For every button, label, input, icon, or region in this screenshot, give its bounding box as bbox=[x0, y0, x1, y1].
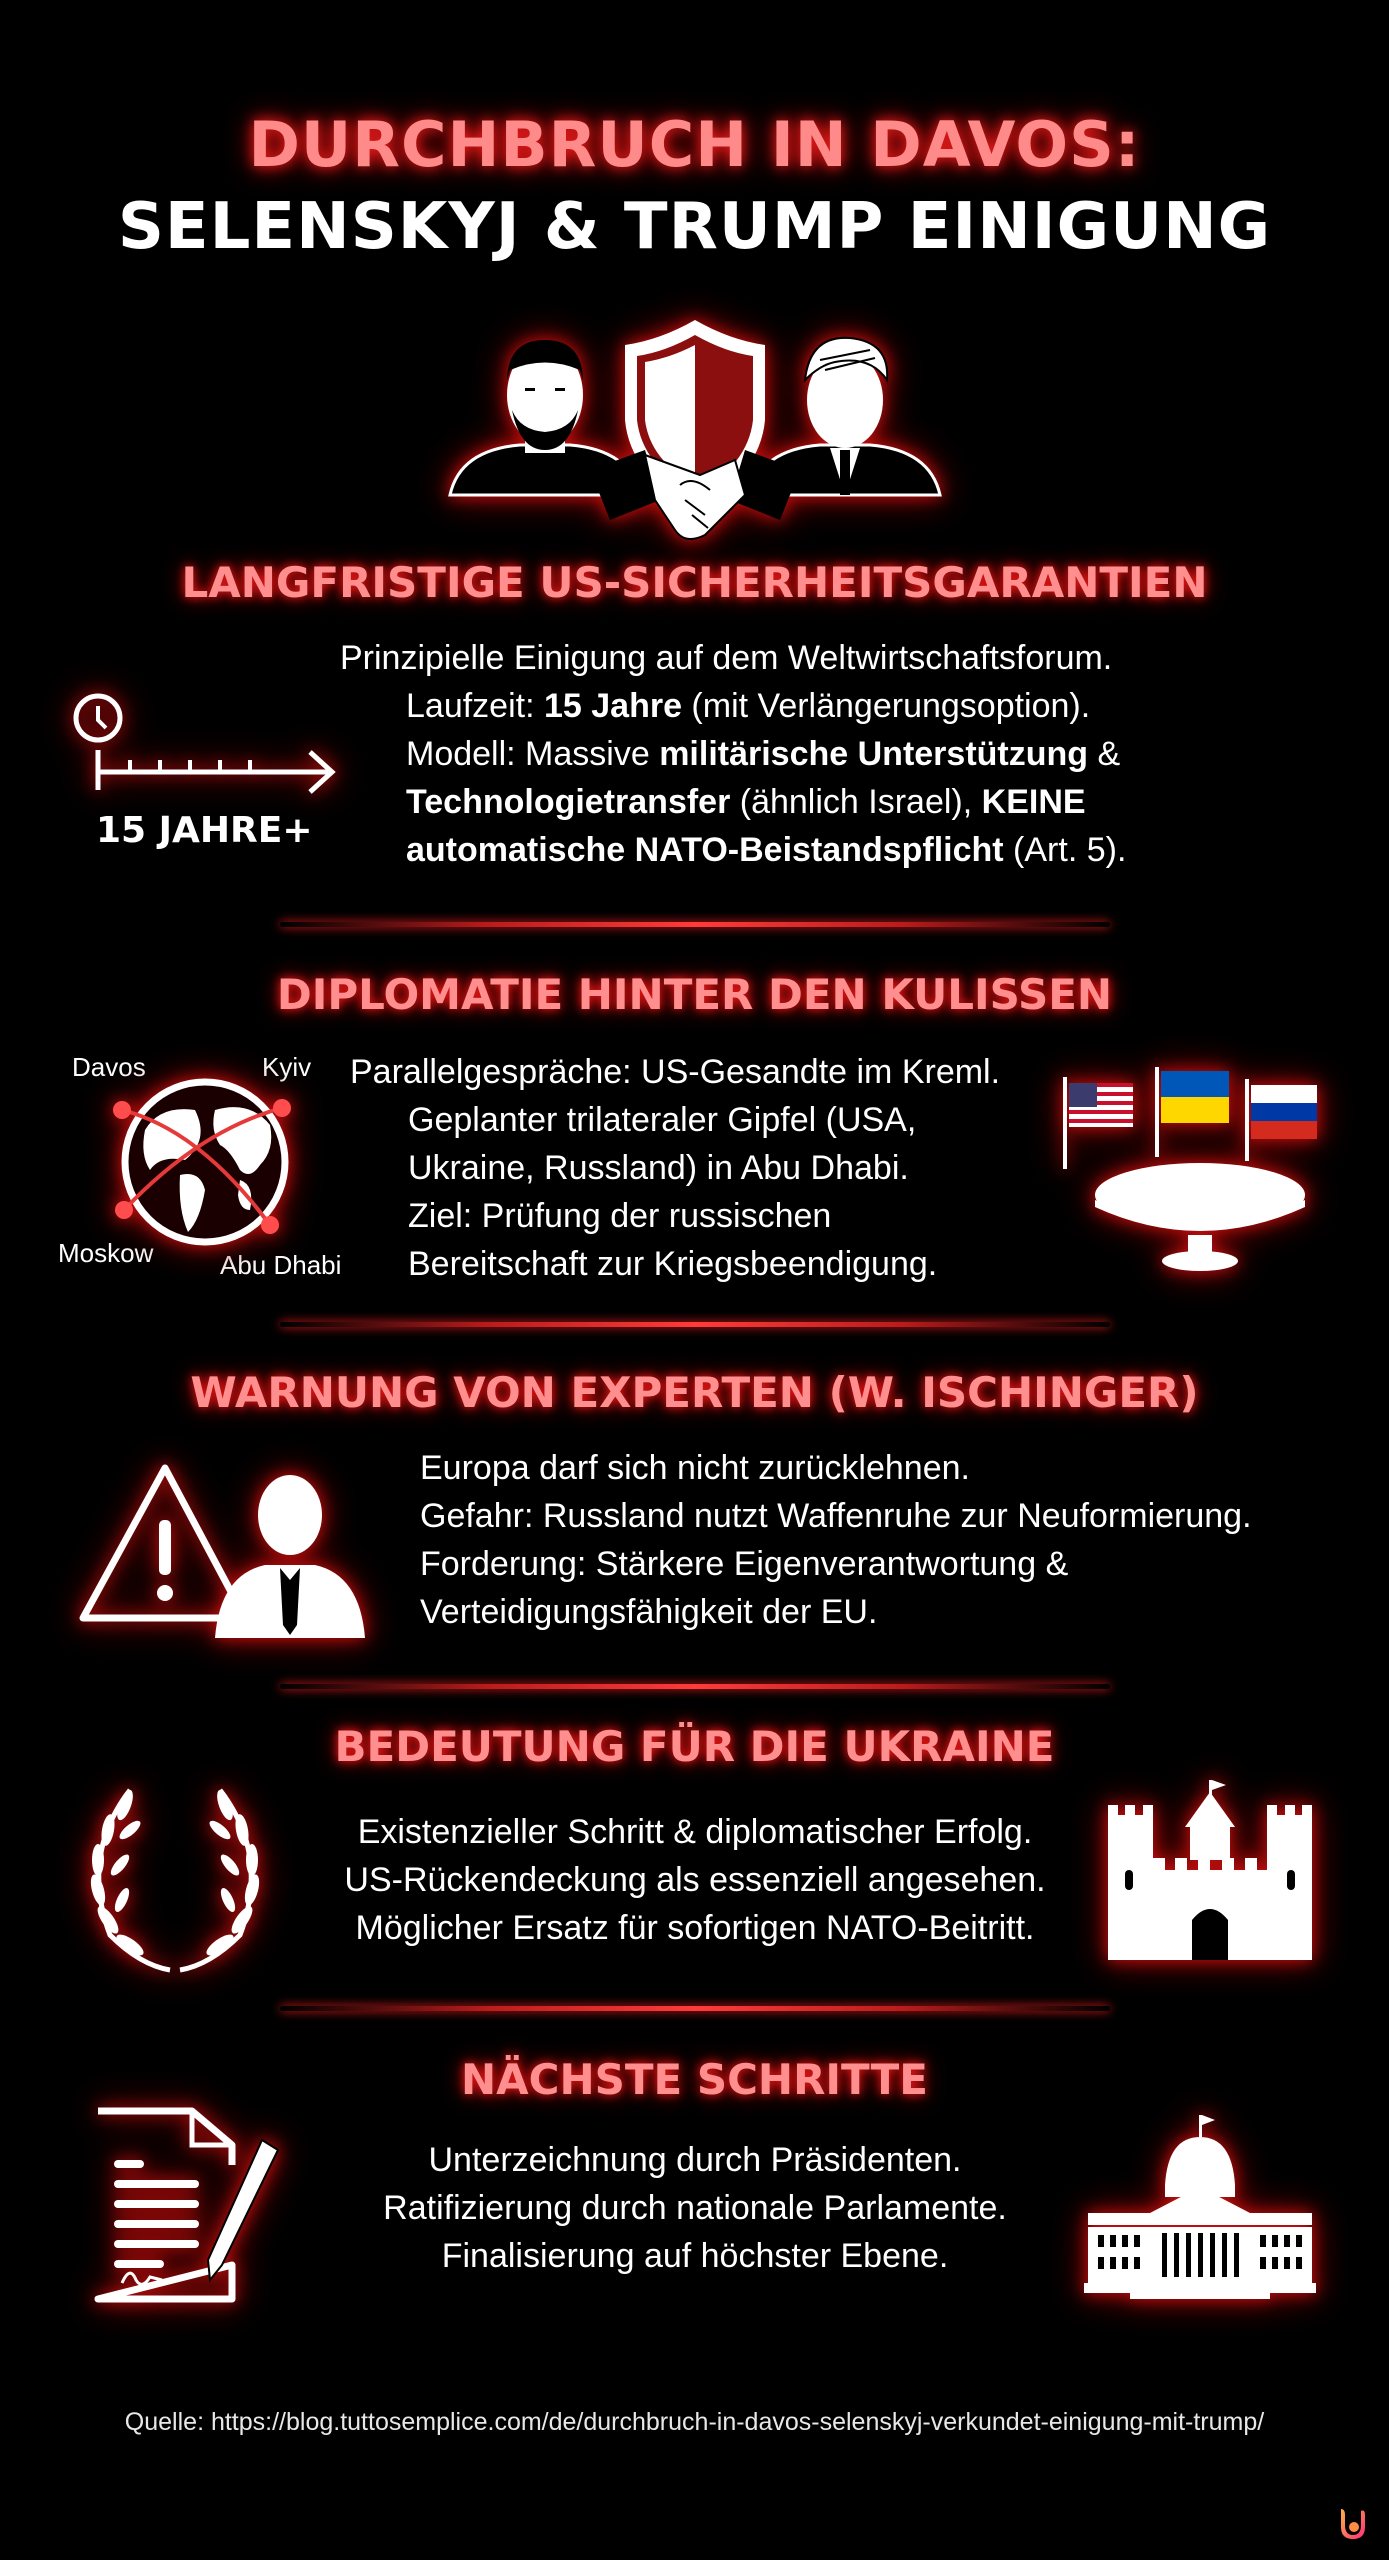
section-divider bbox=[280, 2006, 1110, 2011]
section-ukraine-text bbox=[290, 1808, 1100, 1952]
security-line-4: Technologietransfer (ähnlich Israel), KEINE bbox=[406, 783, 1086, 821]
section-heading-security: LANGFRISTIGE US-SICHERHEITSGARANTIEN bbox=[181, 558, 1208, 607]
globe-routes-icon bbox=[100, 1070, 310, 1250]
section-diplomacy-text bbox=[350, 1048, 1050, 1288]
section-heading-ukraine: BEDEUTUNG FÜR DIE UKRAINE bbox=[334, 1722, 1055, 1771]
security-line-3: Modell: Massive militärische Unterstützung & bbox=[406, 735, 1121, 773]
security-line-2: Laufzeit: 15 Jahre (mit Verlängerungsoption). bbox=[406, 687, 1091, 725]
section-divider bbox=[280, 1684, 1110, 1689]
main-title-line1: DURCHBRUCH IN DAVOS: bbox=[248, 108, 1141, 181]
diplomacy-line-4: Ziel: Prüfung der russischen bbox=[408, 1197, 832, 1235]
warning-line-2: Gefahr: Russland nutzt Waffenruhe zur Neuformierung. bbox=[420, 1497, 1252, 1535]
diplomacy-line-1: Parallelgespräche: US-Gesandte im Kreml. bbox=[350, 1053, 1001, 1091]
map-label-abu-dhabi: Abu Dhabi bbox=[220, 1250, 342, 1280]
diplomacy-line-2: Geplanter trilateraler Gipfel (USA, bbox=[408, 1101, 917, 1139]
security-line-5: automatische NATO-Beistandspflicht (Art. 5). bbox=[406, 831, 1127, 869]
map-label-davos: Davos bbox=[72, 1052, 146, 1082]
next-steps-line-1: Unterzeichnung durch Präsidenten. bbox=[428, 2141, 962, 2179]
laurel-wreath-icon bbox=[70, 1785, 280, 1975]
russia-flag-icon bbox=[1245, 1079, 1317, 1161]
negotiation-table-flags-icon bbox=[1055, 1055, 1335, 1275]
document-signing-icon bbox=[92, 2105, 292, 2305]
next-steps-line-3: Finalisierung auf höchster Ebene. bbox=[441, 2237, 949, 2275]
capitol-building-icon bbox=[1080, 2115, 1320, 2300]
warning-line-4: Verteidigungsfähigkeit der EU. bbox=[420, 1593, 878, 1631]
section-divider bbox=[280, 1322, 1110, 1327]
next-steps-line-2: Ratifizierung durch nationale Parlamente. bbox=[383, 2189, 1007, 2227]
diplomacy-line-5: Bereitschaft zur Kriegsbeendigung. bbox=[408, 1245, 938, 1283]
usa-flag-icon bbox=[1063, 1077, 1133, 1169]
section-next-steps-text bbox=[300, 2136, 1090, 2280]
source-citation: Quelle: https://blog.tuttosemplice.com/de/durchbruch-in-davos-selenskyj-verkundet-einigung-mit-trump/ bbox=[124, 2408, 1265, 2436]
main-title-line2: SELENSKYJ & TRUMP EINIGUNG bbox=[117, 190, 1272, 264]
ukraine-line-2: US-Rückendeckung als essenziell angesehen. bbox=[344, 1861, 1046, 1899]
warning-line-3: Forderung: Stärkere Eigenverantwortung & bbox=[420, 1545, 1069, 1583]
timeline-clock-icon bbox=[70, 690, 340, 810]
businessman-icon bbox=[215, 1475, 365, 1638]
section-security-text bbox=[340, 634, 1280, 874]
ukraine-line-1: Existenzieller Schritt & diplomatischer Erfolg. bbox=[357, 1813, 1033, 1851]
section-heading-diplomacy: DIPLOMATIE HINTER DEN KULISSEN bbox=[276, 970, 1113, 1019]
section-heading-next-steps: NÄCHSTE SCHRITTE bbox=[461, 2055, 928, 2104]
brand-logo-icon bbox=[1335, 2505, 1371, 2541]
ukraine-line-3: Möglicher Ersatz für sofortigen NATO-Beitritt. bbox=[355, 1909, 1035, 1947]
castle-icon bbox=[1100, 1780, 1320, 1960]
security-line-1: Prinzipielle Einigung auf dem Weltwirtschaftsforum. bbox=[340, 639, 1113, 677]
section-heading-warning: WARNUNG VON EXPERTEN (W. ISCHINGER) bbox=[190, 1368, 1199, 1417]
section-warning-text bbox=[420, 1444, 1380, 1636]
timeline-label: 15 JAHRE+ bbox=[96, 810, 313, 851]
warning-line-1: Europa darf sich nicht zurücklehnen. bbox=[420, 1449, 970, 1487]
warning-expert-icon bbox=[75, 1460, 375, 1640]
map-label-kyiv: Kyiv bbox=[262, 1052, 312, 1082]
warning-triangle-icon bbox=[83, 1468, 245, 1618]
hero-illustration bbox=[430, 300, 960, 550]
diplomacy-line-3: Ukraine, Russland) in Abu Dhabi. bbox=[408, 1149, 909, 1187]
map-label-moskow: Moskow bbox=[58, 1238, 154, 1268]
section-divider bbox=[280, 922, 1110, 927]
ukraine-flag-icon bbox=[1155, 1067, 1229, 1157]
